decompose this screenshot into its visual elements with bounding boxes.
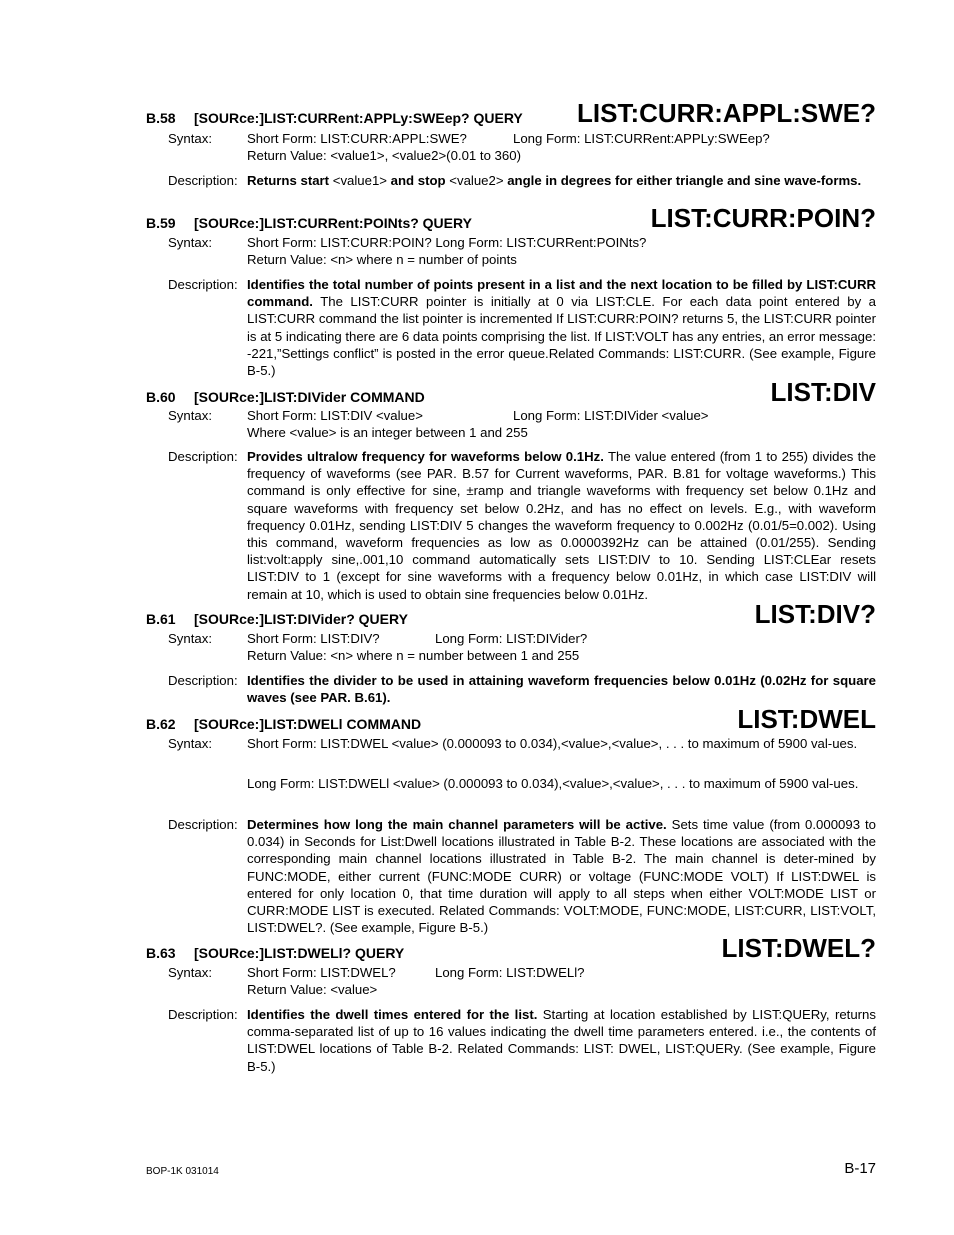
description-bold: and stop (390, 173, 446, 188)
syntax-long-form: Long Form: LIST:DIVider? (435, 631, 588, 646)
syntax-row-long (168, 775, 876, 792)
section-number: B.60 (146, 389, 176, 405)
section-heading-b59 (146, 205, 876, 231)
section-number: B.58 (146, 110, 176, 126)
syntax-label: Syntax: (168, 965, 212, 980)
syntax-short-form: Short Form: LIST:DIV? (247, 631, 380, 646)
section-title (146, 945, 404, 961)
description-text (247, 448, 876, 603)
description-text (247, 172, 876, 189)
syntax-short-form: Short Form: LIST:DWEL? (247, 965, 396, 980)
syntax-row (168, 407, 876, 441)
syntax-long-form: Long Form: LIST:DWELl? (435, 965, 585, 980)
syntax-row (168, 735, 876, 752)
command-name: LIST:DIV (770, 377, 876, 407)
description-text (247, 1006, 876, 1075)
description-bold: Determines how long the main channel parameters will be active. (247, 817, 667, 832)
description-label: Description: (168, 673, 238, 688)
description-plain: The value entered (from 1 to 255) divides the frequency of waveforms (see PAR. B.57 for Current waveforms, PAR. B.81 for voltage waveforms.) This command is only effective for sine, ±ramp and triangle waveforms with frequency set below 0.1Hz and square waveforms with frequency set below 0.2Hz, and has no effect on levels. E.g., with waveform frequency 0.01Hz, sending LIST:DIV 5 changes the waveform frequency to 0.002Hz (0.01/5=0.002). Using this command, waveform frequencies as low as 0.0000392Hz can be attained (0.01/255). Sending list:volt:apply sine,.001,10 command automatically sets LIST:DIV to 10. Sending LIST:CLEar resets LIST:DIV to 1 (except for sine waveforms with a frequency below 0.01Hz, in which case LIST:DIV will remain at 10, which is used to obtain sine frequencies below 0.01Hz. (247, 449, 876, 602)
section-heading-b62 (146, 706, 876, 732)
section-number: B.62 (146, 716, 176, 732)
description-row (168, 672, 876, 706)
command-name: LIST:CURR:APPL:SWE? (577, 98, 876, 128)
section-heading-b58 (146, 100, 876, 126)
description-text (247, 816, 876, 936)
section-name: [SOURce:]LIST:CURRent:APPLy:SWEep? QUERY (194, 110, 523, 126)
syntax-label: Syntax: (168, 631, 212, 646)
description-text (247, 672, 876, 706)
section-heading-b61 (146, 601, 876, 627)
command-name: LIST:CURR:POIN? (650, 203, 876, 233)
syntax-where: Where <value> is an integer between 1 and 255 (247, 425, 528, 441)
section-number: B.61 (146, 611, 176, 627)
footer-document-id: BOP-1K 031014 (146, 1166, 219, 1177)
syntax-label: Syntax: (168, 235, 212, 250)
description-bold: Returns start (247, 173, 330, 188)
description-plain: <value2> (445, 173, 508, 188)
description-plain: Sets time value (from 0.000093 to 0.034) in Seconds for List:Dwell locations illustrated in Table B-2. These locations are associated with the corresponding main channel locations illustrated in Table B-2. The main channel is deter-mined by FUNC:MODE, either current (FUNC:MODE CURR) or voltage (FUNC:MODE VOLT) If LIST:DWEL is entered for only location 0, that time duration will apply to all steps when either VOLT:MODE LIST or CURR:MODE LIST is executed. Related Commands: VOLT:MODE, FUNC:MODE, LIST:CURR, LIST:VOLT, LIST:DWEL?. (See example, Figure B-5.) (247, 817, 876, 936)
section-number: B.63 (146, 945, 176, 961)
description-label: Description: (168, 173, 238, 188)
section-title (146, 215, 472, 231)
syntax-row (168, 964, 876, 998)
syntax-return-value: Return Value: <n> where n = number between 1 and 255 (247, 648, 580, 664)
syntax-long-form: Long Form: LIST:DIVider <value> (513, 408, 709, 423)
section-name: [SOURce:]LIST:DIVider COMMAND (194, 389, 425, 405)
description-label: Description: (168, 817, 238, 832)
section-heading-b60 (146, 379, 876, 405)
description-bold: Identifies the total number of points present in a list and the next location to be filled by LIST:CURR command. (247, 277, 876, 310)
description-bold: angle in degrees for either triangle and sine wave-forms. (507, 173, 862, 188)
description-row (168, 448, 876, 603)
syntax-forms: Short Form: LIST:CURR:POIN? Long Form: LIST:CURRent:POINts? (247, 235, 647, 250)
footer-page-number: B-17 (844, 1160, 876, 1177)
description-label: Description: (168, 1007, 238, 1022)
syntax-label: Syntax: (168, 408, 212, 423)
section-title (146, 389, 425, 405)
description-row (168, 172, 876, 189)
syntax-long-form: Long Form: LIST:CURRent:APPLy:SWEep? (513, 131, 770, 146)
command-name: LIST:DWEL? (721, 933, 876, 963)
section-heading-b63 (146, 935, 876, 961)
syntax-short-form: Short Form: LIST:DIV <value> (247, 408, 423, 423)
section-name: [SOURce:]LIST:DIVider? QUERY (194, 611, 408, 627)
description-label: Description: (168, 277, 238, 292)
description-row (168, 1006, 876, 1075)
command-name: LIST:DIV? (754, 599, 876, 629)
description-plain: Starting at location established by LIST:QUERy, returns comma-separated list of up to 16 values indicating the dwell time parameters entered. i.e., the contents of LIST:DWEL locations of Table B-2. Related Commands: LIST: DWEL, LIST:QUERy. (See example, Figure B-5.) (247, 1007, 876, 1074)
syntax-label: Syntax: (168, 131, 212, 146)
section-number: B.59 (146, 215, 176, 231)
syntax-long-form: Long Form: LIST:DWELl <value> (0.000093 to 0.034),<value>,<value>, . . . to maximum of 5900 val-ues. (247, 776, 859, 791)
syntax-row (168, 130, 876, 164)
description-label: Description: (168, 449, 238, 464)
syntax-return-value: Return Value: <value> (247, 982, 378, 998)
description-bold: Provides ultralow frequency for waveforms below 0.1Hz. (247, 449, 604, 464)
syntax-short-form: Short Form: LIST:DWEL <value> (0.000093 to 0.034),<value>,<value>, . . . to maximum of 5900 val-ues. (247, 736, 858, 751)
syntax-row (168, 630, 876, 664)
description-row (168, 816, 876, 936)
section-title (146, 611, 408, 627)
syntax-return-value: Return Value: <value1>, <value2>(0.01 to 360) (247, 148, 521, 164)
description-bold: Identifies the dwell times entered for the list. (247, 1007, 538, 1022)
description-plain: The LIST:CURR pointer is initially at 0 via LIST:CLE. For each data point entered by a LIST:CURR command the list pointer is incremented If LIST:CURR:POIN? returns 5, the LIST:CURR pointer is at 5 indicating there are 6 data points comprising the list. If LIST:VOLT has any entries, an error message: -221,”Settings conflict” is posted in the error queue.Related Commands: LIST:CURR. (See example, Figure B-5.) (247, 294, 876, 379)
syntax-row (168, 234, 876, 268)
section-title (146, 716, 421, 732)
section-name: [SOURce:]LIST:DWELl COMMAND (194, 716, 422, 732)
syntax-short-form: Short Form: LIST:CURR:APPL:SWE? (247, 131, 467, 146)
section-title (146, 110, 523, 126)
section-name: [SOURce:]LIST:DWELl? QUERY (194, 945, 405, 961)
section-name: [SOURce:]LIST:CURRent:POINts? QUERY (194, 215, 472, 231)
description-row (168, 276, 876, 379)
syntax-return-value: Return Value: <n> where n = number of points (247, 252, 517, 268)
description-bold: Identifies the divider to be used in attaining waveform frequencies below 0.01Hz (0.02Hz for square waves (see PAR. B.61). (247, 673, 876, 706)
description-plain: <value1> (329, 173, 391, 188)
command-name: LIST:DWEL (737, 704, 876, 734)
description-text (247, 276, 876, 379)
syntax-label: Syntax: (168, 736, 212, 751)
